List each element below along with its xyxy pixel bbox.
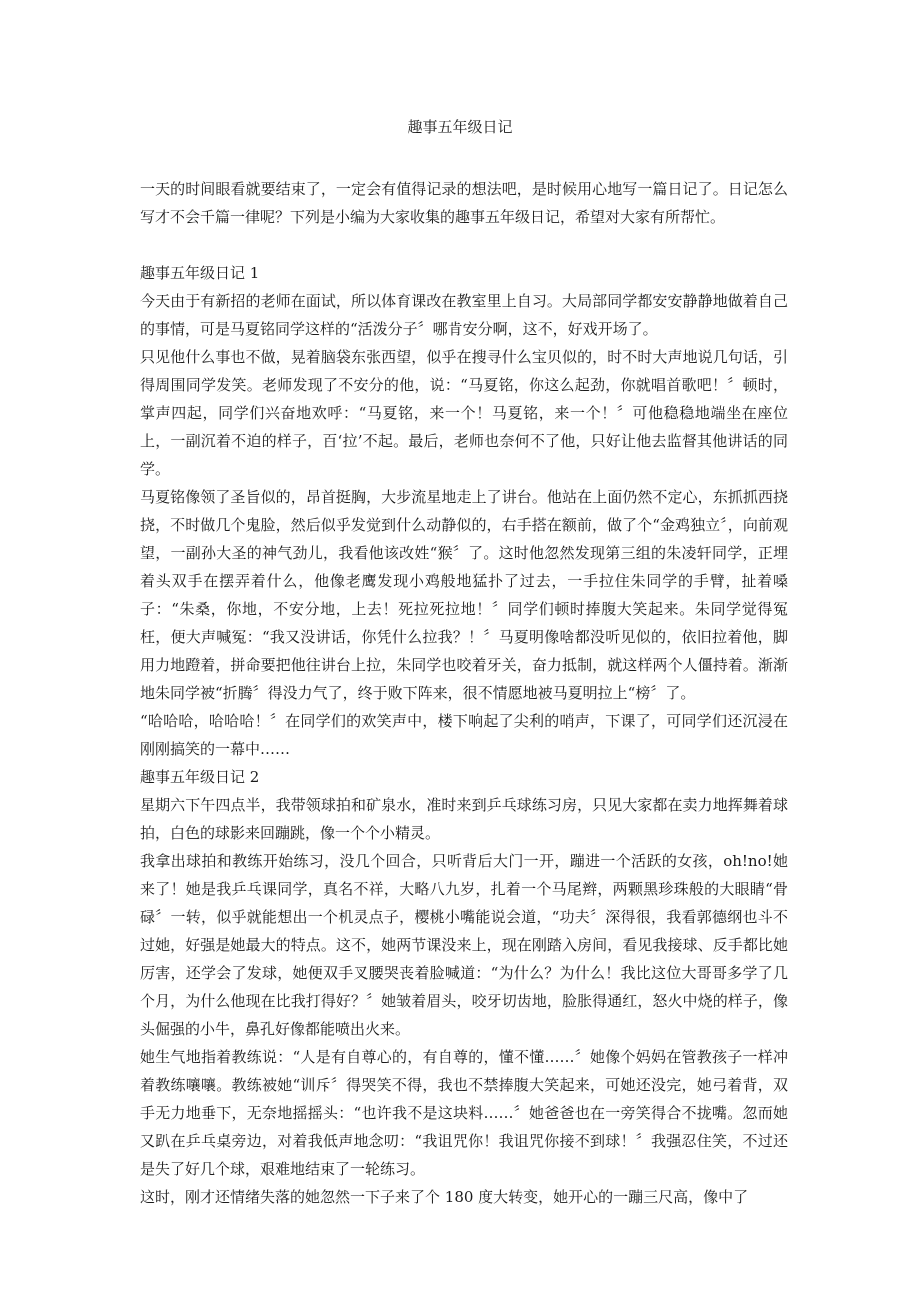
section-1-paragraph: 今天由于有新招的老师在面试，所以体育课改在教室里上自习。大局部同学都安安静静地做着自己的事情，可是马夏铭同学这样的“活泼分子〞哪肯安分啊，这不，好戏开场了。: [140, 292, 788, 338]
document-body: [140, 175, 788, 1211]
section-heading-2: 趣事五年级日记 2: [140, 768, 260, 786]
section-1-paragraph: 马夏铭像领了圣旨似的，昂首挺胸，大步流星地走上了讲台。他站在上面仍然不定心，东抓抓西挠挠，不时做几个鬼脸，然后似乎发觉到什么动静似的，右手搭在额前，做了个“金鸡独立〞，向前观望，一副孙大圣的神气劲儿，我看他该改姓“猴〞了。这时他忽然发现第三组的朱凌轩同学，正埋着头双手在摆弄着什么，他像老鹰发现小鸡般地猛扑了过去，一手拉住朱同学的手臂，扯着嗓子：“朱桑，你地，不安分地，上去！死拉死拉地！〞同学们顿时捧腹大笑起来。朱同学觉得冤枉，便大声喊冤：“我又没讲话，你凭什么拉我？！〞马夏明像啥都没听见似的，依旧拉着他，脚用力地蹬着，拼命要把他往讲台上拉，朱同学也咬着牙关，奋力抵制，就这样两个人僵持着。渐渐地朱同学被“折腾〞得没力气了，终于败下阵来，很不情愿地被马夏明拉上“榜〞了。: [140, 488, 788, 702]
section-2-paragraph: 她生气地指着教练说：“人是有自尊心的，有自尊的，懂不懂……〞她像个妈妈在管教孩子一样冲着教练嚷嚷。教练被她“训斥〞得哭笑不得，我也不禁捧腹大笑起来，可她还没完，她弓着背，双手无力地垂下，无奈地摇摇头：“也许我不是这块料……〞她爸爸也在一旁笑得合不拢嘴。忽而她又趴在乒乓桌旁边，对着我低声地念叨：“我诅咒你！我诅咒你接不到球！〞我强忍住笑，不过还是失了好几个球，艰难地结束了一轮练习。: [140, 1048, 788, 1178]
section-2-paragraph: 星期六下午四点半，我带领球拍和矿泉水，准时来到乒乓球练习房，只见大家都在卖力地挥舞着球拍，白色的球影来回蹦跳，像一个个小精灵。: [140, 796, 788, 842]
section-2-paragraph: 我拿出球拍和教练开始练习，没几个回合，只听背后大门一开，蹦进一个活跃的女孩，oh!no!她来了！她是我乒乓课同学，真名不祥，大略八九岁，扎着一个马尾辫，两颗黑珍珠般的大眼睛“骨碌〞一转，似乎就能想出一个机灵点子，樱桃小嘴能说会道，“功夫〞深得很，我看郭德纲也斗不过她，好强是她最大的特点。这不，她两节课没来上，现在刚踏入房间，看见我接球、反手都比她厉害，还学会了发球，她便双手叉腰哭丧着脸喊道：“为什么？为什么！我比这位大哥哥多学了几个月，为什么他现在比我打得好？〞她皱着眉头，咬牙切齿地，脸胀得通红，怒火中烧的样子，像头倔强的小牛，鼻孔好像都能喷出火来。: [140, 852, 788, 1038]
intro-paragraph: 一天的时间眼看就要结束了，一定会有值得记录的想法吧，是时候用心地写一篇日记了。日记怎么写才不会千篇一律呢？下列是小编为大家收集的趣事五年级日记，希望对大家有所帮忙。: [140, 180, 788, 226]
section-1-paragraph: “哈哈哈，哈哈哈！〞在同学们的欢笑声中，楼下响起了尖利的哨声，下课了，可同学们还沉浸在刚刚搞笑的一幕中……: [140, 712, 788, 758]
section-heading-1: 趣事五年级日记 1: [140, 264, 260, 282]
section-1-paragraph: 只见他什么事也不做，晃着脑袋东张西望，似乎在搜寻什么宝贝似的，时不时大声地说几句话，引得周围同学发笑。老师发现了不安分的他，说：“马夏铭，你这么起劲，你就唱首歌吧！〞顿时，掌声四起，同学们兴奋地欢呼：“马夏铭，来一个！马夏铭，来一个！〞可他稳稳地端坐在座位上，一副沉着不迫的样子，百‘拉’不起。最后，老师也奈何不了他，只好让他去监督其他讲话的同学。: [140, 348, 788, 478]
section-2-paragraph: 这时，刚才还情绪失落的她忽然一下子来了个 180 度大转变，她开心的一蹦三尺高，像中了: [140, 1188, 749, 1206]
document-title: 趣事五年级日记: [407, 118, 513, 136]
